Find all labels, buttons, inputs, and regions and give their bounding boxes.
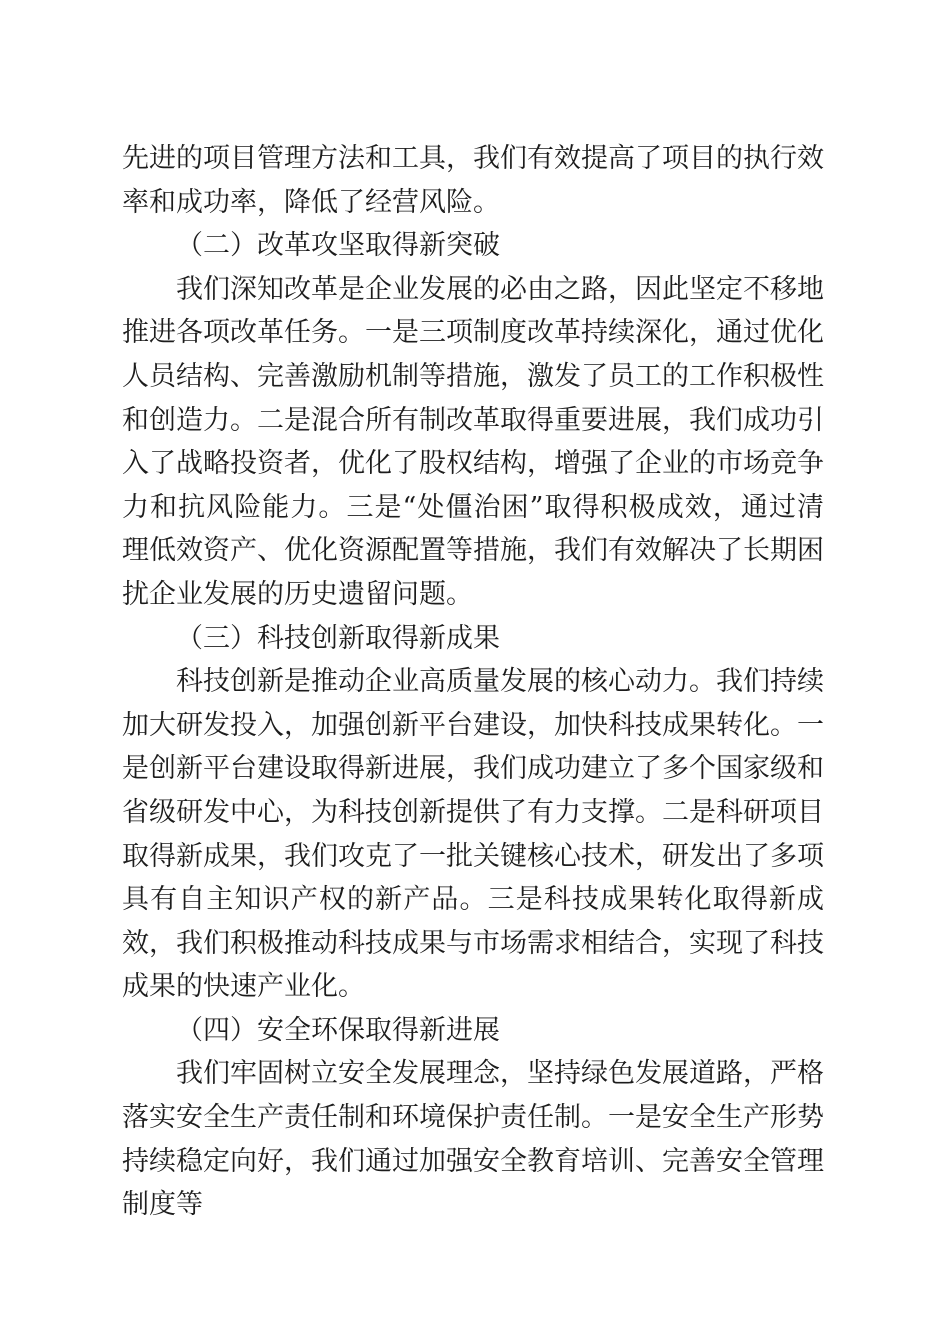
section-heading-innovation: （三）科技创新取得新成果 [176, 622, 500, 654]
continued-paragraph: 先进的项目管理方法和工具，我们有效提高了项目的执行效率和成功率，降低了经营风险。 [122, 143, 824, 218]
document-page [122, 137, 824, 1227]
paragraph-innovation: 科技创新是推动企业高质量发展的核心动力。我们持续加大研发投入，加强创新平台建设，加快科技成果转化。一是创新平台建设取得新进展，我们成功建立了多个国家级和省级研发中心，为科技创新提供了有力支撑。二是科研项目取得新成果，我们攻克了一批关键核心技术，研发出了多项具有自主知识产权的新产品。三是科技成果转化取得新成效，我们积极推动科技成果与市场需求相结合，实现了科技成果的快速产业化。 [122, 666, 824, 1003]
paragraph-safety: 我们牢固树立安全发展理念，坚持绿色发展道路，严格落实安全生产责任制和环境保护责任制。一是安全生产形势持续稳定向好，我们通过加强安全教育培训、完善安全管理制度等 [122, 1058, 824, 1221]
section-heading-safety: （四）安全环保取得新进展 [176, 1014, 500, 1046]
section-heading-reform: （二）改革攻坚取得新突破 [176, 230, 500, 262]
paragraph-reform: 我们深知改革是企业发展的必由之路，因此坚定不移地推进各项改革任务。一是三项制度改革持续深化，通过优化人员结构、完善激励机制等措施，激发了员工的工作积极性和创造力。二是混合所有制改革取得重要进展，我们成功引入了战略投资者，优化了股权结构，增强了企业的市场竞争力和抗风险能力。三是“处僵治困”取得积极成效，通过清理低效资产、优化资源配置等措施，我们有效解决了长期困扰企业发展的历史遗留问题。 [122, 273, 824, 610]
